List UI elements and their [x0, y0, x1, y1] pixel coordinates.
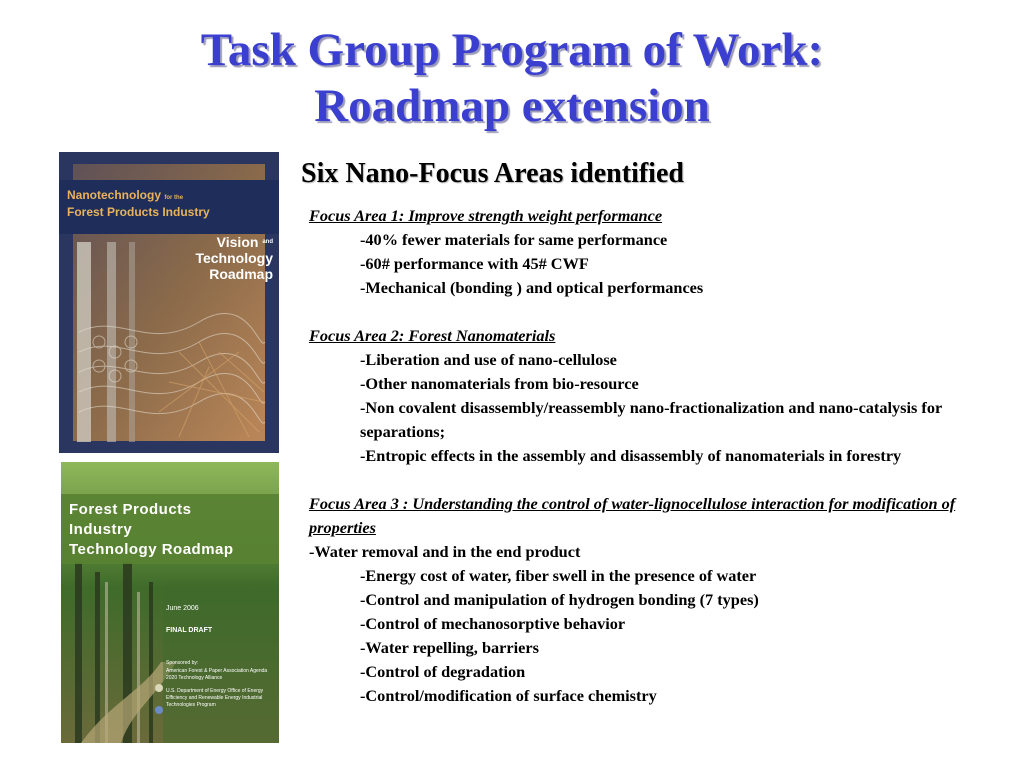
nanotech-cover-line3a: Vision [216, 234, 259, 250]
focus-area-3-item: -Control of mechanosorptive behavior [360, 614, 626, 633]
slide-title [0, 22, 1024, 134]
nanotech-cover-line2: Forest Products Industry [67, 205, 210, 219]
focus-area-2-item: -Other nanomaterials from bio-resource [360, 374, 639, 393]
nanotech-cover-title [67, 188, 210, 219]
focus-area-3-item: -Control/modification of surface chemistry [360, 686, 657, 705]
nanotech-cover-subtitle [157, 234, 273, 282]
focus-area-3-item: -Water repelling, barriers [360, 638, 539, 657]
forest-cover-line3: Technology Roadmap [69, 541, 234, 558]
nanotech-roadmap-cover-image [59, 152, 279, 453]
nanotech-cover-line5: Roadmap [209, 266, 273, 282]
slide-title-line1: Task Group Program of Work: [200, 24, 824, 76]
slide-subtitle: Six Nano-Focus Areas identified [301, 158, 684, 189]
focus-area-3-item: -Control and manipulation of hydrogen bonding (7 types) [360, 590, 759, 609]
forest-cover-date: June 2006 [166, 605, 199, 612]
forest-products-roadmap-cover-image [61, 462, 279, 743]
focus-area-1-heading: Focus Area 1: Improve strength weight performance [309, 206, 663, 225]
forest-cover-title [69, 500, 234, 560]
slide-title-line2: Roadmap extension [314, 80, 710, 132]
focus-areas-text [309, 204, 989, 708]
nanotech-cover-line1a: Nanotechnology [67, 188, 162, 202]
focus-area-3-item: -Energy cost of water, fiber swell in the presence of water [360, 566, 757, 585]
focus-area-2-heading: Focus Area 2: Forest Nanomaterials [309, 326, 556, 345]
focus-area-3-lead: -Water removal and in the end product [309, 542, 581, 561]
focus-area-3-heading: Focus Area 3 : Understanding the control of water-lignocellulose interaction for modification of properties [309, 494, 956, 537]
forest-cover-sponsor-label: Sponsored by: [166, 660, 199, 666]
forest-cover-sponsor-2: U.S. Department of Energy Office of Energy Efficiency and Renewable Energy Industrial Technologies Program [166, 688, 264, 708]
afpa-logo-icon [155, 684, 163, 692]
nanotech-cover-line4: Technology [195, 250, 273, 266]
focus-area-2-item: -Liberation and use of nano-cellulose [360, 350, 617, 369]
focus-area-3-item: -Control of degradation [360, 662, 526, 681]
focus-area-1-item: -40% fewer materials for same performance [360, 230, 668, 249]
forest-cover-line1: Forest Products [69, 501, 192, 518]
focus-area-1-item: -60# performance with 45# CWF [360, 254, 589, 273]
focus-area-1-item: -Mechanical (bonding ) and optical performances [360, 278, 704, 297]
forest-cover-line2: Industry [69, 521, 133, 538]
doe-seal-icon [155, 706, 163, 714]
forest-cover-sponsor-1: American Forest & Paper Association Agenda 2020 Technology Alliance [166, 668, 268, 681]
forest-cover-draft-label: FINAL DRAFT [166, 627, 213, 634]
nanotech-cover-line1b: for the [164, 195, 184, 201]
focus-area-2-item: -Non covalent disassembly/reassembly nano-fractionalization and nano-catalysis for separations; [360, 398, 942, 441]
focus-area-2-item: -Entropic effects in the assembly and disassembly of nanomaterials in forestry [360, 446, 902, 465]
nanotech-cover-line3b: and [262, 239, 273, 245]
